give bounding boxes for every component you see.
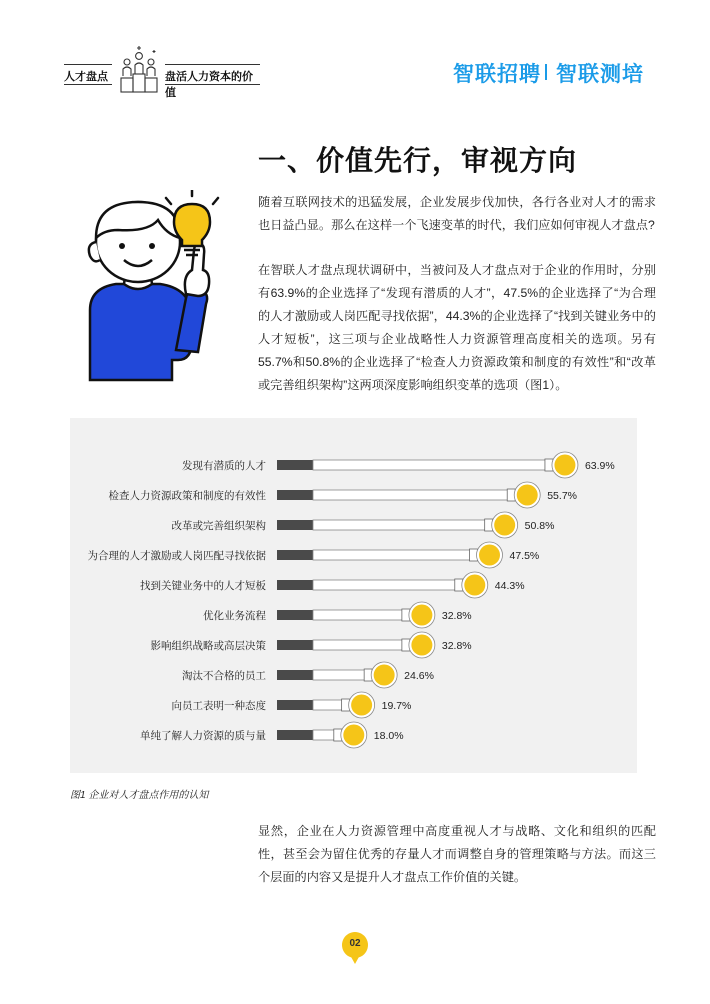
value-label: 32.8%	[441, 640, 472, 652]
bar	[313, 490, 509, 500]
value-marker	[343, 725, 364, 746]
category-label: 为合理的人才激励或人岗匹配寻找依据	[87, 550, 266, 562]
category-label: 发现有潜质的人才	[182, 460, 266, 472]
bar-base	[277, 490, 313, 500]
value-label: 44.3%	[494, 580, 525, 592]
bar-base	[277, 610, 313, 620]
category-label: 影响组织战略或高层决策	[150, 640, 266, 652]
bar-base	[277, 700, 313, 710]
bar-base	[277, 640, 313, 650]
value-label: 63.9%	[584, 460, 615, 472]
brand-cepei-logo: 智联测培	[556, 63, 644, 86]
header-right-label: 盘活人力资本的价值	[165, 71, 253, 99]
value-label: 18.0%	[373, 730, 404, 742]
value-marker	[494, 515, 515, 536]
bar	[313, 580, 457, 590]
value-marker	[411, 605, 432, 626]
bar	[313, 460, 547, 470]
brand-divider	[545, 64, 547, 80]
value-label: 55.7%	[547, 490, 578, 502]
category-label: 检查人力资源政策和制度的有效性	[108, 490, 266, 502]
people-podium-icon	[114, 44, 164, 96]
brand-zhaopin-logo: 智联招聘	[453, 63, 541, 86]
intro-paragraph: 随着互联网技术的迅猛发展，企业发展步伐加快，各行各业对人才的需求也日益凸显。那么在这样一个飞速变革的时代，我们应如何审视人才盘点?	[258, 195, 656, 232]
category-label: 优化业务流程	[203, 610, 266, 622]
value-label: 32.8%	[441, 610, 472, 622]
bar-base	[277, 580, 313, 590]
value-marker	[411, 635, 432, 656]
value-marker	[351, 695, 372, 716]
bar	[313, 670, 366, 680]
bar-base	[277, 460, 313, 470]
bar	[313, 550, 472, 560]
value-label: 50.8%	[524, 520, 555, 532]
value-marker	[464, 575, 485, 596]
figure-1-chart	[70, 418, 637, 773]
bar	[313, 520, 487, 530]
header-left-label: 人才盘点	[64, 71, 108, 83]
value-marker	[517, 485, 538, 506]
value-marker	[554, 455, 575, 476]
header-rule	[165, 64, 260, 65]
bar	[313, 730, 336, 740]
conclusion-paragraph: 显然，企业在人力资源管理中高度重视人才与战略、文化和组织的匹配性，甚至会为留住优秀的存量人才而调整自身的管理策略与方法。而这三个层面的内容又是提升人才盘点工作价值的关键。	[258, 824, 656, 884]
thinking-person-illustration	[68, 190, 228, 390]
category-label: 单纯了解人力资源的质与量	[140, 730, 266, 742]
bar	[313, 640, 404, 650]
bar-base	[277, 520, 313, 530]
value-label: 19.7%	[381, 700, 412, 712]
figure-caption: 图1 企业对人才盘点作用的认知	[70, 790, 209, 801]
bar-base	[277, 730, 313, 740]
header-rule	[64, 64, 112, 65]
category-label: 淘汰不合格的员工	[182, 670, 266, 682]
bar-base	[277, 670, 313, 680]
header-series-label	[64, 44, 260, 100]
section-title: 一、价值先行，审视方向	[258, 145, 578, 176]
category-label: 找到关键业务中的人才短板	[140, 580, 266, 592]
value-label: 24.6%	[404, 670, 434, 682]
survey-paragraph: 在智联人才盘点现状调研中，当被问及人才盘点对于企业的作用时，分别有63.9%的企业选择了“发现有潜质的人才”，47.5%的企业选择了“为合理的人才激励或人岗匹配寻找依据”，44.3%的企业选择了“找到关键业务中的人才短板”，这三项与企业战略性人力资源管理高度相关的选项。另有55.7%和50.8%的企业选择了“检查人力资源政策和制度的有效性”和“改革或完善组织架构”这两项深度影响组织变革的选项（图1）。	[258, 263, 656, 392]
bar	[313, 700, 344, 710]
category-label: 改革或完善组织架构	[171, 520, 266, 532]
header-rule	[64, 84, 112, 85]
value-label: 47.5%	[509, 550, 540, 562]
page-number: 02	[349, 938, 361, 949]
bar	[313, 610, 404, 620]
bar-base	[277, 550, 313, 560]
bar-chart-svg	[70, 418, 637, 773]
value-marker	[374, 665, 395, 686]
value-marker	[479, 545, 500, 566]
category-label: 向员工表明一种态度	[171, 700, 266, 712]
